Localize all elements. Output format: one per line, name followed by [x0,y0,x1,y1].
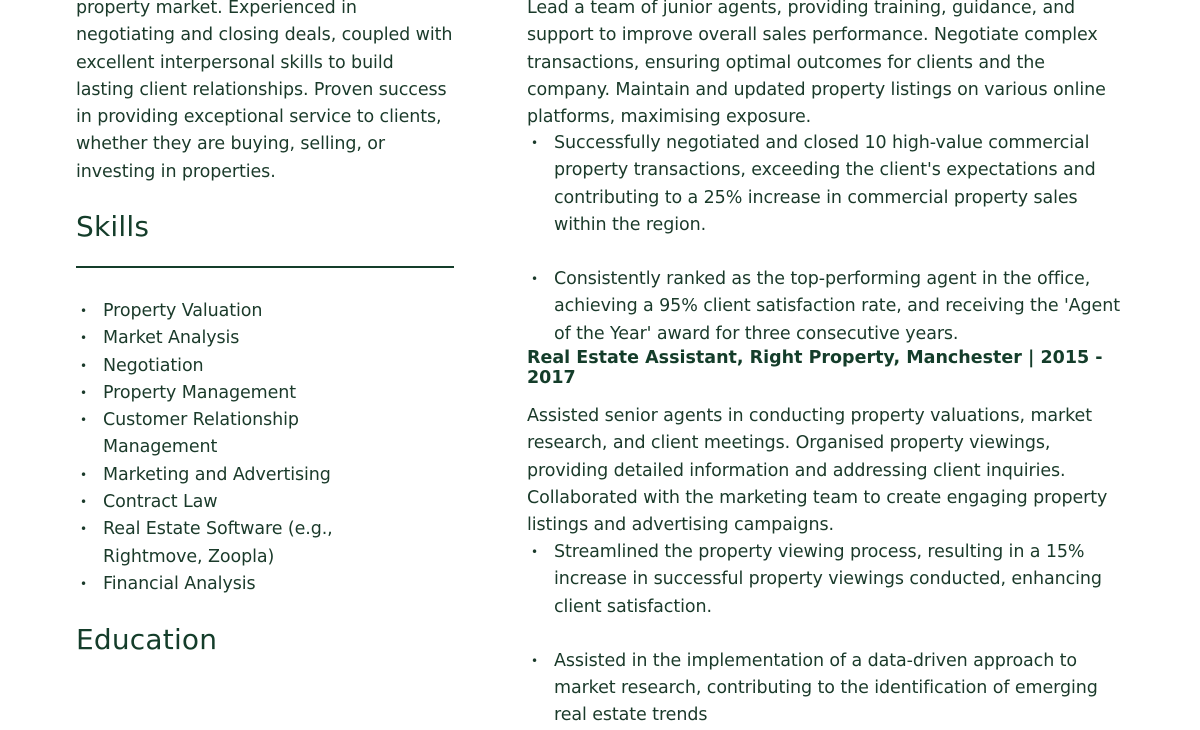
skills-list [76,298,416,598]
achievement-item: • Consistently ranked as the top-performing agent in the office, achieving a 95% client satisfaction rate, and receiving the 'Agent of the Year' award for three consecutive years. [527,266,1123,348]
skill-item: • Customer Relationship Management [76,407,416,462]
job-title: Real Estate Assistant, Right Property, Manchester | 2015 - 2017 [527,348,1103,388]
skill-item: • Property Valuation [76,298,416,325]
achievements-list [527,130,1123,348]
education-heading: Education [76,623,218,656]
skills-divider [76,266,454,268]
skills-heading: Skills [76,210,150,243]
skill-item: • Contract Law [76,489,416,516]
skill-item: • Financial Analysis [76,571,416,598]
achievement-item: • Assisted in the implementation of a data-driven approach to market research, contributing to the identification of emerging real estate trends [527,648,1123,730]
profile-summary: property market. Experienced in negotiating and closing deals, coupled with excellent interpersonal skills to build lasting client relationships. Proven success in providing exceptional service to clients, whether they are buying, selling, or investing in properties. [76,0,453,182]
skill-item: • Real Estate Software (e.g., Rightmove, Zoopla) [76,516,416,571]
skill-item: • Property Management [76,380,416,407]
skill-item: • Market Analysis [76,325,416,352]
skill-item: • Negotiation [76,353,416,380]
job-description: Assisted senior agents in conducting property valuations, market research, and client meetings. Organised property viewings, providing detailed information and addressing client inquiries. Collaborated with the marketing team to create engaging property listings and advertising campaigns. [527,406,1108,536]
achievements-list [527,539,1123,730]
skill-item: • Marketing and Advertising [76,462,416,489]
achievement-item: • Successfully negotiated and closed 10 high-value commercial property transactions, exceeding the client's expectations and contributing to a 25% increase in commercial property sales within the region. [527,130,1123,239]
achievement-item: • Streamlined the property viewing process, resulting in a 15% increase in successful property viewings conducted, enhancing client satisfaction. [527,539,1123,621]
job-description: Lead a team of junior agents, providing training, guidance, and support to improve overall sales performance. Negotiate complex transactions, ensuring optimal outcomes for clients and the company. Maintain and updated property listings on various online platforms, maximising exposure. [527,0,1106,128]
